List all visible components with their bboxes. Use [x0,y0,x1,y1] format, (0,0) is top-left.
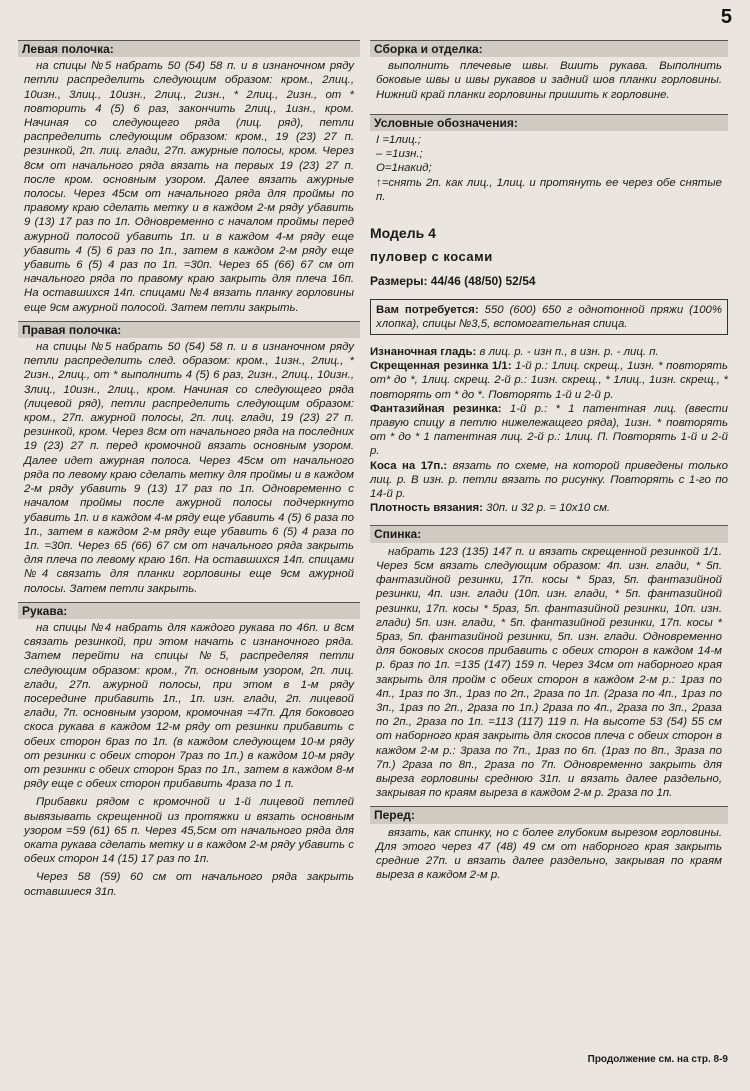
legend-item: ↑=снять 2п. как лиц., 1лиц. и протянуть ее через обе снятые п. [376,176,722,203]
section-heading: Сборка и отделка: [370,40,728,57]
section-heading: Перед: [370,806,728,823]
back-section [370,525,728,800]
section-text: на спицы №5 набрать 50 (54) 58 п. и в изнаночном ряду петли распределить след. образом: кром., 1изн., 2лиц., * 2изн., 2лиц., от * выполнить 4 (5) 6 раз, 2изн., 2лиц., 10изн., 3лиц., 10изн., 2лиц., кром. Начиная со следующего ряда (лицевой ряд), петли распределить следующим образом: кром., 27п. ажурной полосы, 2п. лиц. глади, 19 (23) 27 п. резинкой, кром. Через 8см от начального ряда на последних 19 (23) 27 п. перед кромочной вязать основным узором. Далее идет ажурная полоса. Через 45см от начального ряда по левому краю сделать метку для проймы и в каждом 2-м ряду убавить 9 (13) 17 раз по 1п. Одновременно с началом проймы после ажурной полосы подчеркнуто убавить 1п. и в каждом 4-м ряду еще убавить 4 (5) 6 раза по 1п., затем в каждом 2-м ряду еще убавить 6 (5) 4 раза по 1п. =30п. Через 65 (66) 67 см от начального ряда закрыть для плеча по левому краю 16п. На оставшихся 14п. спицами №4 связать для планки горловины еще 9см ажурной полосы. Затем петли закрыть. [24,341,354,595]
legend-item: I =1лиц.; [376,134,421,147]
section-heading: Левая полочка: [18,40,360,57]
technique-item: Изнаночная гладь: в лиц. р. - изн п., в изн. р. - лиц. п. [370,346,659,359]
section-text: на спицы №5 набрать 50 (54) 58 п. и в изнаночном ряду петли распределить следующим образом: кром., 2лиц., 10изн., 3лиц., 10изн., 2лиц., 2изн., * 2лиц., 2изн., от * повторить 4 (5) 6 раз, закончить 2лиц., 1изн., кром. Начиная со следующего ряда (лиц. ряд), петли распределить следующим образом: кром., 19 (23) 27 п. резинкой, 2п. лиц. глади, 27п. ажурные полосы, кром. Через 8см от начального ряда вязать на первых 19 (23) 27 п. после кром. основным узором. Далее вязать ажурные полосы. Через 45см от начального ряда для проймы по правому краю сделать метку и в каждом 2-м ряду убавить 9 (13) 17 раз по 1п. Одновременно с началом проймы перед ажурной полосой убавить 1п. и в каждом 4-м ряду еще убавить 4 (5) 6 раз по 1п., затем в каждом 2-м ряду еще убавить 6 (5) 4 раз по 1п. =30п. Через 65 (66) 67 см от начального ряда по правому краю закрыть для плеча 16п. На оставшихся 14п. спицами №4 вязать планку горловины еще 9см ажурной полосой. Затем петли закрыть. [24,60,354,314]
left-front-section [18,40,360,315]
section-heading: Условные обозначения: [370,114,728,131]
model-subtitle: пуловер с косами [370,249,493,265]
materials-label: Вам потребуется: [376,303,479,316]
section-text: выполнить плечевые швы. Вшить рукава. Выполнить боковые швы и швы рукавов и задний шов планки горловины. Нижний край планки горловины пришить к горловине. [376,60,722,101]
section-text: на спицы №4 набрать для каждого рукава по 46п. и 8см связать резинкой, при этом начать с изнаночного ряда. Затем перейти на спицы №5, распределяя петли следующим образом: кром., 7п. основным узором, 2п. лиц. глади, 27п. ажурной полосы, при этом в 1-м ряду посередине прибавить 1п., 1п. изн. глади, 2п. лицевой глади, 7п. основным узором, кромочная =47п. Для бокового скоса рукава в каждом 12-м ряду от резинки прибавить с обеих сторон 6раз по 1п. (в каждом следующем 10-м ряду от резинки с обеих сторон 7раз по 1п.) в каждом 10-м ряду от резинки с обеих сторон 5раз по 1п., затем в каждом 8-м ряду еще с обеих сторон прибавить 4раза по 1 п. [24,621,354,791]
technique-item: Коса на 17п.: вязать по схеме, на которой приведены только лиц. р. В изн. р. петли вязать по рисунку. Повторять с 1-го по 14-й р. [370,459,728,501]
sleeves-section [18,602,360,899]
model-title: Модель 4 [370,225,436,242]
technique-item: Фантазийная резинка: 1-й р.: * 1 патентная лиц. (ввести правую спицу в петлю нижележащего ряда), 1изн. * повторять от * до * 1 патентная лиц. 2-й р.: 1лиц. П. Повторять 1-й и 2-й р. [370,402,728,458]
techniques [370,345,728,515]
section-text: Прибавки рядом с кромочной и 1-й лицевой петлей вывязывать скрещенной из протяжки и вязать основным узором =59 (61) 65 п. Через 45,5см от начального ряда для оката рукава сделать метку и в каждом 2-м ряду убавить с обеих сторон 14 (15) 17 раз по 1п. [24,796,354,866]
legend-item: – =1изн.; [376,148,423,161]
section-heading: Спинка: [370,525,728,542]
technique-item: Плотность вязания: 30п. и 32 р. = 10х10 см. [370,502,611,515]
right-column [370,40,728,888]
assembly-section [370,40,728,102]
materials-text: 550 (600) 650 г однотонной пряжи (100% хлопка), спицы №3,5, вспомогательная спица. [376,303,723,330]
model-sizes: Размеры: 44/46 (48/50) 52/54 [370,274,536,289]
left-column [18,40,360,905]
legend-item: O=1накид; [376,162,432,175]
continuation-note: Продолжение см. на стр. 8-9 [587,1054,728,1065]
section-heading: Рукава: [18,602,360,619]
front-section [370,806,728,882]
legend-section [370,114,728,204]
section-text: вязать, как спинку, но с более глубоким вырезом горловины. Для этого через 47 (48) 49 см от наборного края закрыть средние 27п. и вязать далее раздельно, закрывая по краям выреза в каждом 2-м р. [376,826,722,882]
page-number: 5 [720,6,732,28]
right-front-section [18,321,360,596]
technique-item: Скрещенная резинка 1/1: 1-й р.: 1лиц. скрещ., 1изн. * повторять от* до *, 1лиц. скрещ. 2-й р.: 1изн. скрещ., * 1лиц., 1изн. скрещ., * повторять от * до *. Повторять 1-й и 2-й р. [370,360,728,401]
materials-box [370,299,728,335]
section-heading: Правая полочка: [18,321,360,338]
section-text: набрать 123 (135) 147 п. и вязать скрещенной резинкой 1/1. Через 5см вязать следующим образом: 4п. изн. глади, * 5п. фантазийной резинки, 17п. косы * 5раз, 5п. фантазийной резинки, 4п. изн. глади (10п. изн. глади, * 5п. фантазийной резинки, 17п. косы * 5раз, 5п. фантазийной резинки, 10п. изн. глади) 5п. изн. глади, * 5п. фантазийной резинки, 17п. косы * 5раз, 5п. фантазийной резинки, 5п. изн. глади. Одновременно для боковых скосов прибавить с обеих сторон в каждом 14-м р. 6раз по 1п. =135 (147) 159 п. Через 34см от наборного края закрыть для пройм с обеих сторон в каждом 2-м р.: 1раз по 4п., 1раз по 3п., 1раз по 2п., 2раза по 1п. (2раза по 4п., 1раз по 3п., 1раз по 2п., 2раза по 1п.) 2раза по 4п., 2раза по 3п., 2раза по 2п., 2раза по 1п. =113 (117) 119 п. На высоте 53 (54) 55 см от наборного края закрыть для скосов плеча с обеих сторон в каждом 2-м р.: 3раза по 7п., 1раз по 6п. (1раз по 8п., 3раза по 7п.) 2раза по 8п., 2раза по 7п. Одновременно закрыть для выреза горловины среднюю 31п. и вязать далее раздельно, закрывая по краям выреза в каждом 2-м р. 2раза по 1п. [376,545,722,800]
section-text: Через 58 (59) 60 см от начального ряда закрыть оставшиеся 31п. [24,871,354,898]
